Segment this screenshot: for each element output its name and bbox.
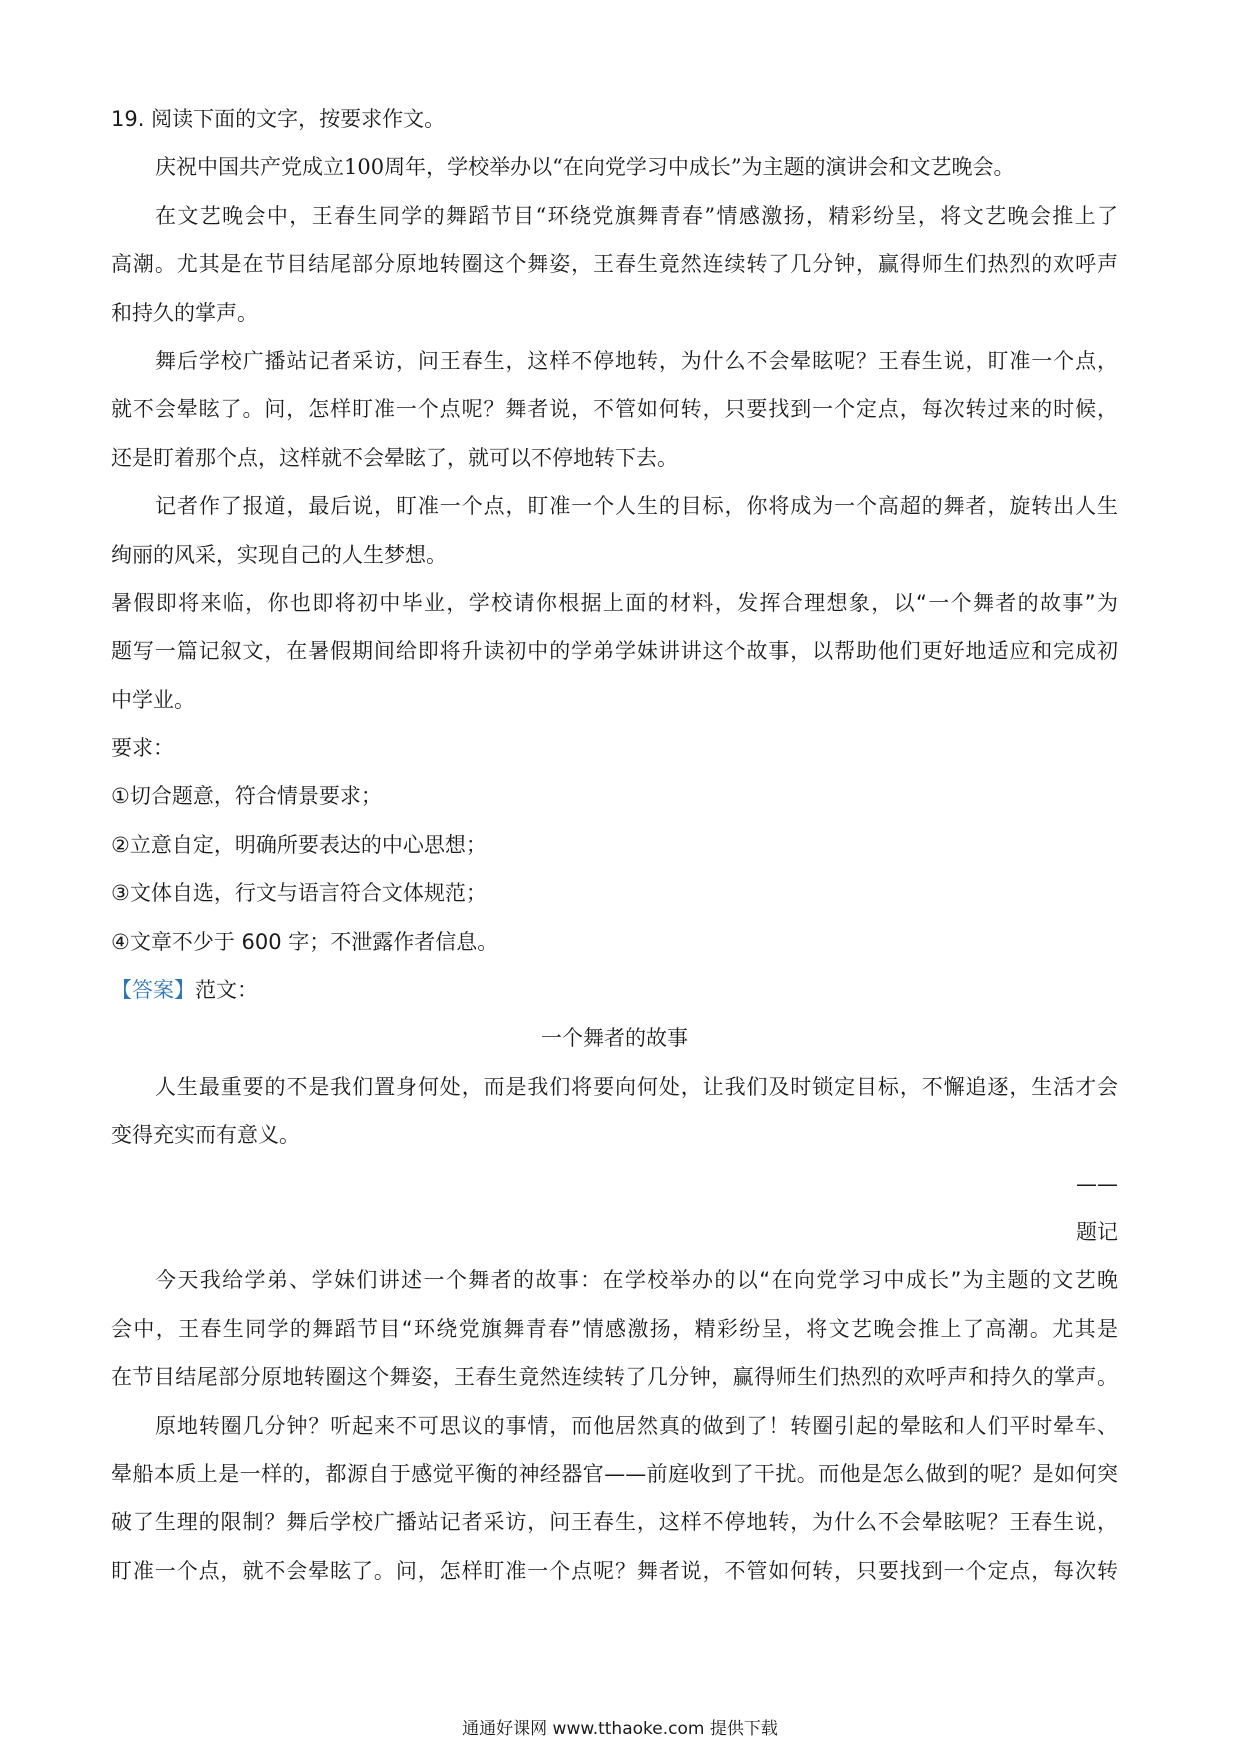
essay-body-line: 今天我给学弟、学妹们讲述一个舞者的故事：在学校举办的以“在向党学习中成长”为主题的文艺晚: [155, 1268, 1118, 1293]
answer-header: [111, 966, 1118, 1014]
material-paragraph-line: 庆祝中国共产党成立100周年，学校举办以“在向党学习中成长”为主题的演讲会和文艺晚会。: [155, 155, 1015, 180]
essay-body-line: 在节目结尾部分原地转圈这个舞姿，王春生竟然连续转了几分钟，赢得师生们热烈的欢呼声和持久的掌声。: [111, 1365, 1118, 1390]
requirement-item: ④文章不少于 600 字；不泄露作者信息。: [111, 929, 499, 954]
requirement-item: ③文体自选，行文与语言符合文体规范；: [111, 881, 487, 906]
essay-body-line: 破了生理的限制？舞后学校广播站记者采访，问王春生，这样不停地转，为什么不会晕眩呢？王春生说，: [111, 1510, 1118, 1535]
answer-label: 【答案】: [111, 978, 195, 1003]
material-paragraph-line: 就不会晕眩了。问，怎样盯准一个点呢？舞者说，不管如何转，只要找到一个定点，每次转过来的时候，: [111, 397, 1118, 422]
requirement-item: ②立意自定，明确所要表达的中心思想；: [111, 832, 487, 857]
epigraph-source: 题记: [1076, 1219, 1118, 1244]
task-line: 暑假即将来临，你也即将初中毕业，学校请你根据上面的材料，发挥合理想象，以“一个舞者的故事”为: [111, 590, 1118, 615]
material-paragraph-line: 还是盯着那个点，这样就不会晕眩了，就可以不停地转下去。: [111, 445, 678, 470]
requirement-item: ①切合题意，符合情景要求；: [111, 784, 382, 809]
essay-body-line: 晕船本质上是一样的，都源自于感觉平衡的神经器官——前庭收到了干扰。而他是怎么做到的呢？是如何突: [111, 1461, 1118, 1486]
task-line: 中学业。: [111, 687, 195, 712]
epigraph-line: 人生最重要的不是我们置身何处，而是我们将要向何处，让我们及时锁定目标，不懈追逐，生活才会: [155, 1074, 1118, 1099]
answer-intro: 范文：: [195, 978, 258, 1003]
material-paragraph-line: 和持久的掌声。: [111, 300, 258, 325]
requirements-label: 要求：: [111, 736, 174, 761]
question-title: 19. 阅读下面的文字，按要求作文。: [111, 107, 446, 131]
material-paragraph-line: 舞后学校广播站记者采访，问王春生，这样不停地转，为什么不会晕眩呢？王春生说，盯准一个点，: [155, 348, 1118, 373]
essay-body-line: 会中，王春生同学的舞蹈节目“环绕党旗舞青春”情感激扬，精彩纷呈，将文艺晚会推上了高潮。尤其是: [111, 1316, 1118, 1341]
page-footer: 通通好课网 www.tthaoke.com 提供下载: [462, 1719, 778, 1739]
essay-body-line: 原地转圈几分钟？听起来不可思议的事情，而他居然真的做到了！转圈引起的晕眩和人们平时晕车、: [155, 1413, 1118, 1438]
task-line: 题写一篇记叙文，在暑假期间给即将升读初中的学弟学妹讲讲这个故事，以帮助他们更好地适应和完成初: [111, 639, 1118, 664]
material-paragraph-line: 绚丽的风采，实现自己的人生梦想。: [111, 542, 447, 567]
material-paragraph-line: 高潮。尤其是在节目结尾部分原地转圈这个舞姿，王春生竟然连续转了几分钟，赢得师生们热烈的欢呼声: [111, 252, 1118, 277]
epigraph-line: 变得充实而有意义。: [111, 1123, 300, 1148]
essay-title: 一个舞者的故事: [541, 1026, 688, 1051]
essay-body-line: 盯准一个点，就不会晕眩了。问，怎样盯准一个点呢？舞者说，不管如何转，只要找到一个定点，每次转: [111, 1558, 1118, 1583]
document-page: [111, 95, 1118, 1595]
epigraph-dash: ——: [1076, 1171, 1118, 1196]
material-paragraph-line: 记者作了报道，最后说，盯准一个点，盯准一个人生的目标，你将成为一个高超的舞者，旋转出人生: [155, 494, 1118, 519]
material-paragraph-line: 在文艺晚会中，王春生同学的舞蹈节目“环绕党旗舞青春”情感激扬，精彩纷呈，将文艺晚会推上了: [155, 203, 1118, 228]
